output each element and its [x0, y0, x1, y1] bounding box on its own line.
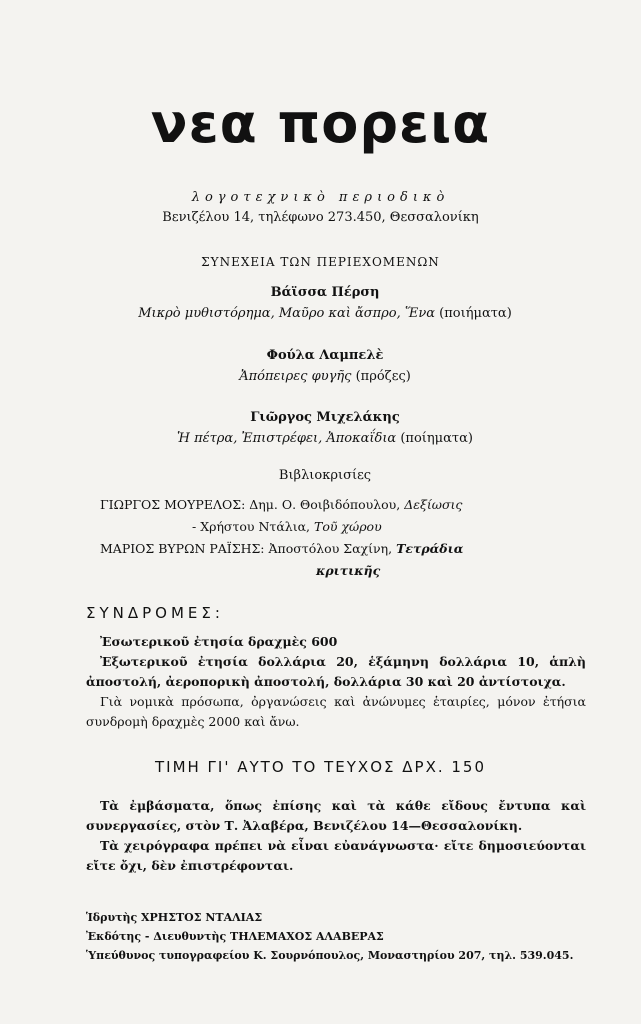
toc-works: Ἀπόπειρες φυγῆς (πρόζες): [239, 369, 411, 384]
notice-line: Τὰ χειρόγραφα πρέπει νὰ εἶναι εὐανάγνωστα· εἴτε δημοσιεύονται εἴτε ὄχι, δὲν ἐπιστρέφονται.: [86, 838, 586, 873]
issue-price: ΤΙΜΗ ΓΙ' ΑΥΤΟ ΤΟ ΤΕΥΧΟΣ ΔΡΧ. 150: [154, 758, 487, 776]
subscription-line: Ἐξωτερικοῦ ἐτησία δολλάρια 20, ἑξάμηνη δολλάρια 10, ἁπλὴ ἀποστολή, ἀεροπορικὴ ἀποστολή, δολλάρια 30 καὶ 20 ἀντίστοιχα.: [86, 654, 586, 689]
notices-text: [86, 796, 586, 876]
review-item: κριτικῆς: [316, 563, 381, 578]
review-item: - Χρήστου Ντάλια, Τοῦ χώρου: [192, 519, 382, 534]
subscriptions-title: ΣΥΝΔΡΟΜΕΣ:: [86, 604, 224, 622]
review-item: ΓΙΩΡΓΟΣ ΜΟΥΡΕΛΟΣ: Δημ. Ο. Θοιβιδόπουλου, Δεξίωσις: [100, 497, 463, 512]
toc-entry: [95, 410, 555, 446]
reviews-list: [100, 494, 555, 582]
review-item: ΜΑΡΙΟΣ ΒΥΡΩΝ ΡΑΪΣΗΣ: Ἀποστόλου Σαχίνη, Τετράδια: [100, 541, 464, 556]
toc-author: Γιῶργος Μιχελάκης: [250, 410, 400, 425]
toc-works: Μικρὸ μυθιστόρημα, Μαῦρο καὶ ἄσπρο, Ἕνα (ποιήματα): [138, 306, 512, 321]
subscription-line: Ἐσωτερικοῦ ἐτησία δραχμὲς 600: [100, 634, 338, 649]
subscription-line: Γιὰ νομικὰ πρόσωπα, ὀργανώσεις καὶ ἀνώνυμες ἑταιρίες, μόνον ἐτήσια συνδρομὴ δραχμὲς 2000 καὶ ἄνω.: [86, 694, 586, 729]
toc-entry: [95, 348, 555, 384]
subscriptions-text: [86, 632, 586, 732]
credit-line: Ἐκδότης - Διευθυντὴς ΤΗΛΕΜΑΧΟΣ ΑΛΑΒΕΡΑΣ: [86, 930, 384, 943]
credit-line: Ἱδρυτὴς ΧΡΗΣΤΟΣ ΝΤΑΛΙΑΣ: [86, 911, 263, 924]
contents-title: ΣΥΝΕΧΕΙΑ ΤΩΝ ΠΕΡΙΕΧΟΜΕΝΩΝ: [201, 255, 440, 269]
credit-line: Ὑπεύθυνος τυπογραφείου Κ. Σουρνόπουλος, Μοναστηρίου 207, τηλ. 539.045.: [86, 949, 574, 962]
toc-works: Ἡ πέτρα, Ἐπιστρέφει, Ἀποκαΐδια (ποίηματα): [177, 431, 473, 446]
reviews-title: Βιβλιοκρισίες: [278, 468, 372, 483]
toc-author: Φούλα Λαμπελὲ: [266, 348, 384, 363]
notice-line: Τὰ ἐμβάσματα, ὅπως ἐπίσης καὶ τὰ κάθε εἴδους ἔντυπα καὶ συνεργασίες, στὸν Τ. Ἀλαβέρα, Βενιζέλου 14—Θεσσαλονίκη.: [86, 798, 586, 833]
toc-entry: [95, 285, 555, 321]
address: Βενιζέλου 14, τηλέφωνο 273.450, Θεσσαλονίκη: [162, 210, 479, 225]
subtitle: λογοτεχνικὸ περιοδικὸ: [191, 190, 450, 205]
masthead-title: νεα πορεια: [150, 92, 491, 155]
credits: [86, 908, 586, 965]
toc-author: Βάϊσσα Πέρση: [270, 285, 380, 300]
